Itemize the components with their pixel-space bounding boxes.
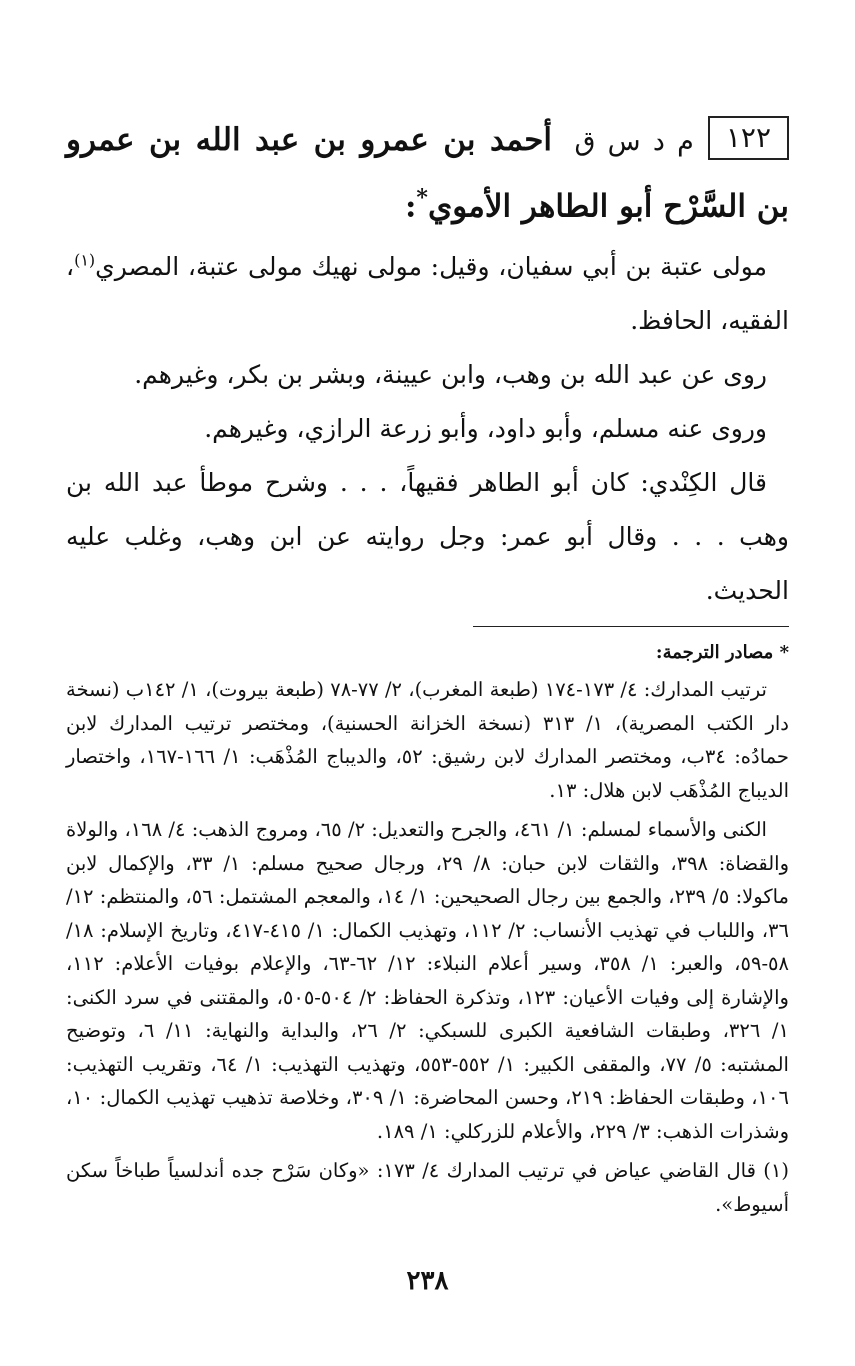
body-paragraph-lineage [66, 240, 789, 348]
sources-paragraph-2: الكنى والأسماء لمسلم: ١/ ٤٦١، والجرح والتعديل: ٢/ ٦٥، ومروج الذهب: ٤/ ١٦٨، والولاة والقضاة: ٣٩٨، والثقات لابن حبان: ٨/ ٢٩، ورجال صحيح مسلم: ١/ ٣٣، والإكمال لابن ماكولا: ٥/ ٢٣٩، والجمع بين رجال الصحيحين: ١/ ١٤، والمعجم المشتمل: ٥٦، والمنتظم: ١٢/ ٣٦، واللباب في تهذيب الأنساب: ٢/ ١١٢، وتهذيب الكمال: ١/ ٤١٥-٤١٧، وتاريخ الإسلام: ١٨/ ٥٨-٥٩، والعبر: ١/ ٣٥٨، وسير أعلام النبلاء: ١٢/ ٦٢-٦٣، والإعلام بوفيات الأعلام: ١١٢، والإشارة إلى وفيات الأعيان: ١٢٣، وتذكرة الحفاظ: ٢/ ٥٠٤-٥٠٥، والمقتنى في سرد الكنى: ١/ ٣٢٦، وطبقات الشافعية الكبرى للسبكي: ٢/ ٢٦، والبداية والنهاية: ١١/ ٦، وتوضيح المشتبه: ٥/ ٧٧، والمقفى الكبير: ١/ ٥٥٢-٥٥٣، وتهذيب التهذيب: ١/ ٦٤، وتقريب التهذيب: ١٠٦، وطبقات الحفاظ: ٢١٩، وحسن المحاضرة: ١/ ٣٠٩، وخلاصة تذهيب تهذيب الكمال: ١٠، وشذرات الذهب: ٣/ ٢٢٩، والأعلام للزركلي: ١/ ١٨٩. [66, 818, 790, 1143]
footnote-ref[interactable]: (١) [74, 251, 96, 270]
entry-heading [66, 112, 789, 234]
entry-number-box: ١٢٢ [708, 116, 789, 160]
page-number: ٢٣٨ [406, 1266, 449, 1296]
entry-title-mark: * [416, 185, 428, 211]
entry-title-line1: أحمد بن عمرو بن عبد الله بن عمرو بن السَّرْح [66, 122, 789, 225]
notes-divider [473, 626, 789, 627]
notes-section [66, 637, 789, 1221]
entry-title-colon: : [404, 188, 417, 225]
lineage-rest: ، الفقيه، الحافظ. [66, 252, 789, 336]
entry-body [66, 240, 789, 618]
sources-title: * مصادر الترجمة: [655, 642, 789, 664]
footnote-1: (١) قال القاضي عياض في ترتيب المدارك ٤/ ١٧٣: «وكان سَرْح جده أندلسياً طباخاً سكن أسيوط». [66, 1159, 789, 1216]
body-paragraph-narrated-by: وروى عنه مسلم، وأبو داود، وأبو زرعة الرازي، وغيرهم. [204, 414, 767, 444]
body-paragraph-quote: قال الكِنْدي: كان أبو الطاهر فقيهاً، . . . وشرح موطأ عبد الله بن وهب . . . وقال أبو عمر: وجل روايته عن ابن وهب، وغلب عليه الحديث. [66, 468, 789, 606]
lineage-text: مولى عتبة بن أبي سفيان، وقيل: مولى نهيك مولى عتبة، المصري [95, 252, 767, 282]
entry-title-line2: أبو الطاهر الأموي [427, 188, 653, 225]
entry-codes: م د س ق [574, 126, 694, 157]
body-paragraph-narrated-from: روى عن عبد الله بن وهب، وابن عيينة، وبشر بن بكر، وغيرهم. [134, 360, 767, 390]
sources-paragraph-1: ترتيب المدارك: ٤/ ١٧٣-١٧٤ (طبعة المغرب)، ٢/ ٧٧-٧٨ (طبعة بيروت)، ١/ ١٤٢ب (نسخة دار الكتب المصرية)، ١/ ٣١٣ (نسخة الخزانة الحسنية)، ومختصر ترتيب المدارك لابن حمادُه: ٣٤ب، ومختصر المدارك لابن رشيق: ٥٢، والديباج المُذْهَب: ١/ ١٦٦-١٦٧، واختصار الديباج المُذْهَب لابن هلال: ١٣. [66, 678, 789, 802]
